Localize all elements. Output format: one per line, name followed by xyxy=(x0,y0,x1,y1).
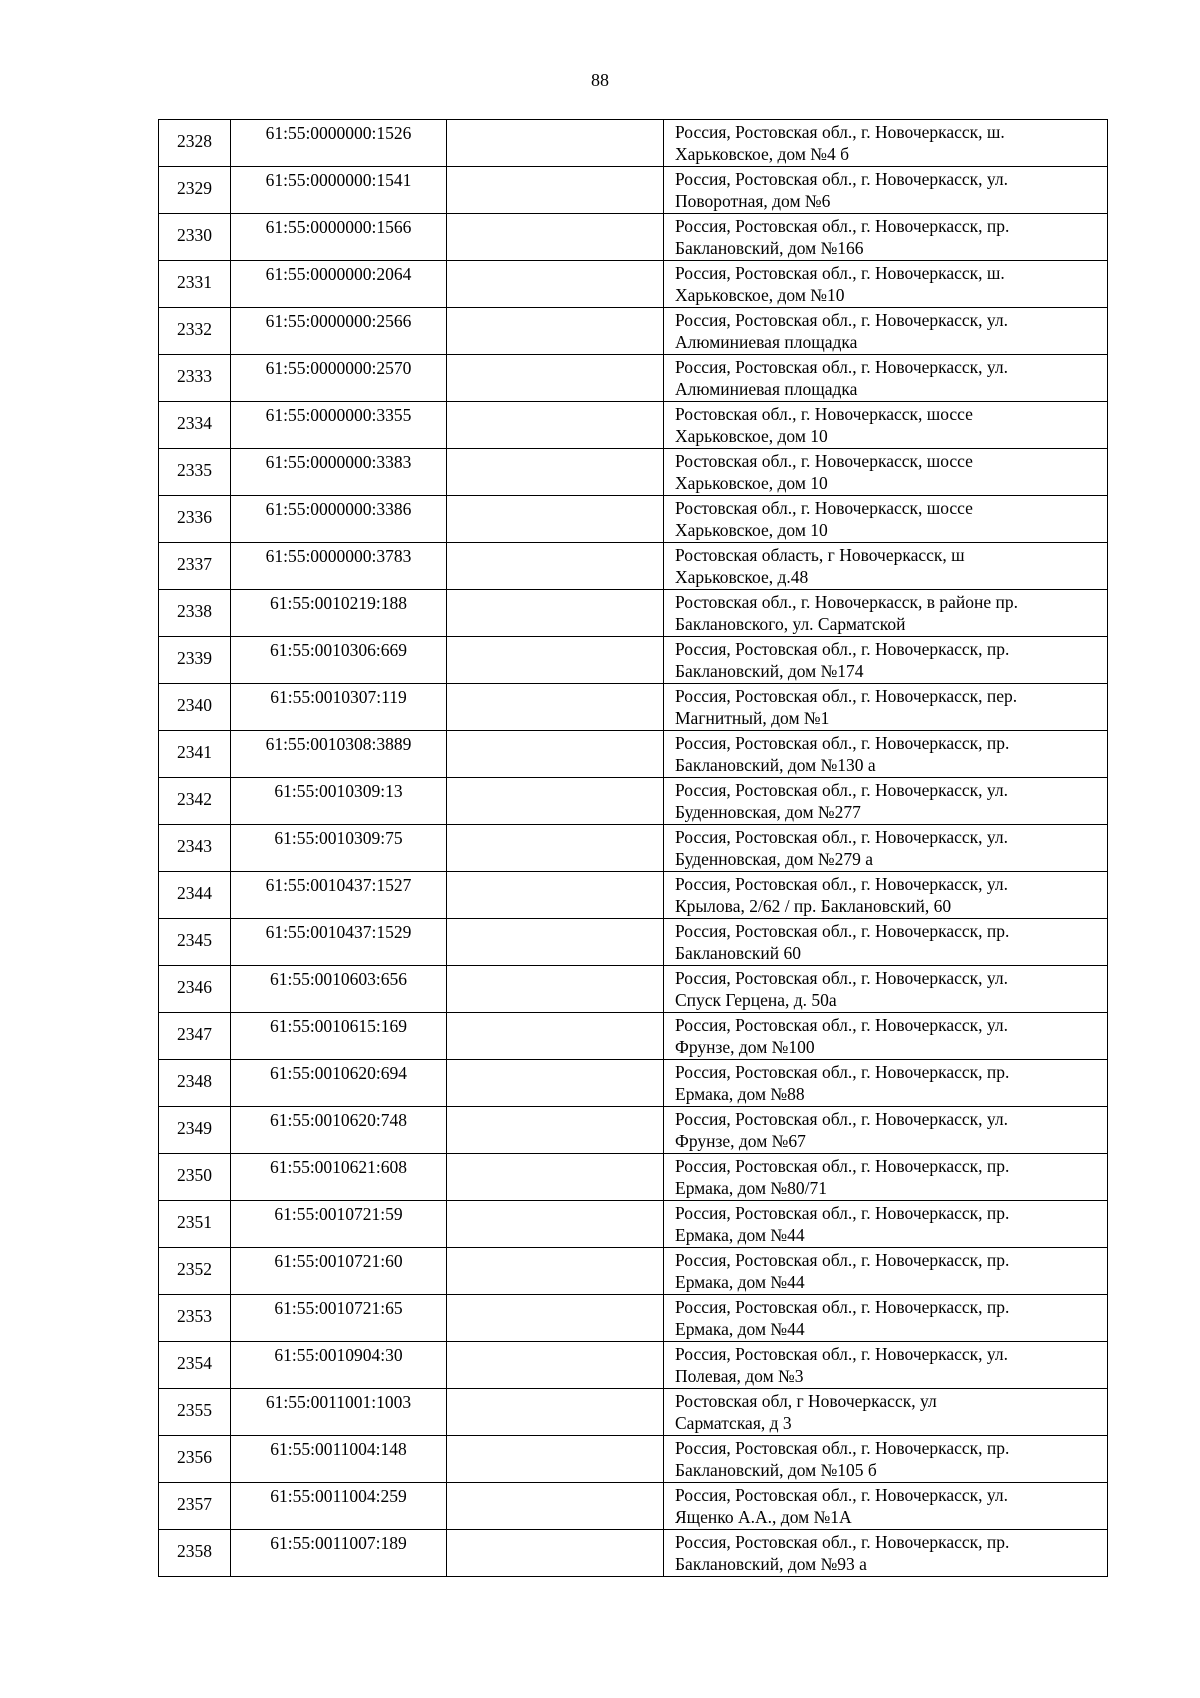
table-row xyxy=(159,872,1108,919)
cadastral-number-cell: 61:55:0010904:30 xyxy=(231,1342,447,1389)
table-row xyxy=(159,167,1108,214)
extra-cell xyxy=(447,214,664,261)
extra-cell xyxy=(447,167,664,214)
row-number-cell: 2347 xyxy=(159,1013,231,1060)
table-row xyxy=(159,496,1108,543)
cadastral-number-cell: 61:55:0000000:1541 xyxy=(231,167,447,214)
row-number-cell: 2349 xyxy=(159,1107,231,1154)
address-cell: Россия, Ростовская обл., г. Новочеркасск, пр. Баклановский, дом №105 б xyxy=(664,1436,1108,1483)
cadastral-number-cell: 61:55:0010309:13 xyxy=(231,778,447,825)
address-cell: Россия, Ростовская обл., г. Новочеркасск, пр. Баклановский, дом №174 xyxy=(664,637,1108,684)
row-number-cell: 2345 xyxy=(159,919,231,966)
row-number-cell: 2352 xyxy=(159,1248,231,1295)
row-number-cell: 2330 xyxy=(159,214,231,261)
extra-cell xyxy=(447,1483,664,1530)
extra-cell xyxy=(447,261,664,308)
address-cell: Россия, Ростовская обл., г. Новочеркасск, ул. Крылова, 2/62 / пр. Баклановский, 60 xyxy=(664,872,1108,919)
table-row xyxy=(159,590,1108,637)
address-cell: Россия, Ростовская обл., г. Новочеркасск, пр. Баклановский, дом №93 а xyxy=(664,1530,1108,1577)
address-cell: Ростовская обл, г Новочеркасск, ул Сарматская, д 3 xyxy=(664,1389,1108,1436)
row-number-cell: 2357 xyxy=(159,1483,231,1530)
cadastral-number-cell: 61:55:0010603:656 xyxy=(231,966,447,1013)
cadastral-number-cell: 61:55:0010308:3889 xyxy=(231,731,447,778)
row-number-cell: 2329 xyxy=(159,167,231,214)
cadastral-number-cell: 61:55:0000000:2566 xyxy=(231,308,447,355)
address-cell: Россия, Ростовская обл., г. Новочеркасск, ул. Полевая, дом №3 xyxy=(664,1342,1108,1389)
extra-cell xyxy=(447,1154,664,1201)
extra-cell xyxy=(447,590,664,637)
table-row xyxy=(159,966,1108,1013)
table-row xyxy=(159,449,1108,496)
row-number-cell: 2328 xyxy=(159,120,231,167)
extra-cell xyxy=(447,1530,664,1577)
cadastral-number-cell: 61:55:0010620:748 xyxy=(231,1107,447,1154)
row-number-cell: 2350 xyxy=(159,1154,231,1201)
row-number-cell: 2332 xyxy=(159,308,231,355)
row-number-cell: 2342 xyxy=(159,778,231,825)
table-row xyxy=(159,731,1108,778)
cadastral-number-cell: 61:55:0011004:259 xyxy=(231,1483,447,1530)
extra-cell xyxy=(447,778,664,825)
table-row xyxy=(159,778,1108,825)
extra-cell xyxy=(447,1013,664,1060)
address-cell: Россия, Ростовская обл., г. Новочеркасск, пр. Ермака, дом №80/71 xyxy=(664,1154,1108,1201)
table-row xyxy=(159,355,1108,402)
cadastral-number-cell: 61:55:0011001:1003 xyxy=(231,1389,447,1436)
row-number-cell: 2341 xyxy=(159,731,231,778)
cadastral-number-cell: 61:55:0000000:2570 xyxy=(231,355,447,402)
address-cell: Ростовская обл., г. Новочеркасск, в районе пр. Баклановского, ул. Сарматской xyxy=(664,590,1108,637)
cadastral-number-cell: 61:55:0010621:608 xyxy=(231,1154,447,1201)
cadastral-number-cell: 61:55:0010219:188 xyxy=(231,590,447,637)
extra-cell xyxy=(447,1389,664,1436)
cadastral-number-cell: 61:55:0010721:59 xyxy=(231,1201,447,1248)
registry-table xyxy=(158,119,1108,1577)
extra-cell xyxy=(447,449,664,496)
row-number-cell: 2343 xyxy=(159,825,231,872)
address-cell: Россия, Ростовская обл., г. Новочеркасск, ш. Харьковское, дом №4 б xyxy=(664,120,1108,167)
address-cell: Россия, Ростовская обл., г. Новочеркасск, ул. Фрунзе, дом №100 xyxy=(664,1013,1108,1060)
address-cell: Ростовская обл., г. Новочеркасск, шоссе Харьковское, дом 10 xyxy=(664,449,1108,496)
row-number-cell: 2354 xyxy=(159,1342,231,1389)
extra-cell xyxy=(447,496,664,543)
table-row xyxy=(159,637,1108,684)
table-row xyxy=(159,825,1108,872)
cadastral-number-cell: 61:55:0010620:694 xyxy=(231,1060,447,1107)
cadastral-number-cell: 61:55:0000000:3783 xyxy=(231,543,447,590)
cadastral-number-cell: 61:55:0011004:148 xyxy=(231,1436,447,1483)
table-row xyxy=(159,684,1108,731)
table-row xyxy=(159,1342,1108,1389)
row-number-cell: 2344 xyxy=(159,872,231,919)
table-row xyxy=(159,1154,1108,1201)
extra-cell xyxy=(447,1107,664,1154)
cadastral-number-cell: 61:55:0000000:3355 xyxy=(231,402,447,449)
row-number-cell: 2356 xyxy=(159,1436,231,1483)
table-row xyxy=(159,1530,1108,1577)
table-row xyxy=(159,1436,1108,1483)
table-row xyxy=(159,1201,1108,1248)
address-cell: Россия, Ростовская обл., г. Новочеркасск, ул. Буденновская, дом №277 xyxy=(664,778,1108,825)
table-row xyxy=(159,120,1108,167)
row-number-cell: 2333 xyxy=(159,355,231,402)
extra-cell xyxy=(447,637,664,684)
extra-cell xyxy=(447,1295,664,1342)
table-row xyxy=(159,1013,1108,1060)
address-cell: Россия, Ростовская обл., г. Новочеркасск, ш. Харьковское, дом №10 xyxy=(664,261,1108,308)
address-cell: Ростовская область, г Новочеркасск, ш Харьковское, д.48 xyxy=(664,543,1108,590)
table-row xyxy=(159,919,1108,966)
cadastral-number-cell: 61:55:0000000:3383 xyxy=(231,449,447,496)
address-cell: Россия, Ростовская обл., г. Новочеркасск, ул. Спуск Герцена, д. 50а xyxy=(664,966,1108,1013)
address-cell: Россия, Ростовская обл., г. Новочеркасск, пер. Магнитный, дом №1 xyxy=(664,684,1108,731)
table-row xyxy=(159,261,1108,308)
table-row xyxy=(159,1295,1108,1342)
address-cell: Россия, Ростовская обл., г. Новочеркасск, пр. Ермака, дом №88 xyxy=(664,1060,1108,1107)
address-cell: Россия, Ростовская обл., г. Новочеркасск, пр. Ермака, дом №44 xyxy=(664,1295,1108,1342)
row-number-cell: 2351 xyxy=(159,1201,231,1248)
row-number-cell: 2355 xyxy=(159,1389,231,1436)
extra-cell xyxy=(447,731,664,778)
address-cell: Ростовская обл., г. Новочеркасск, шоссе Харьковское, дом 10 xyxy=(664,402,1108,449)
row-number-cell: 2331 xyxy=(159,261,231,308)
cadastral-number-cell: 61:55:0010307:119 xyxy=(231,684,447,731)
cadastral-number-cell: 61:55:0000000:3386 xyxy=(231,496,447,543)
extra-cell xyxy=(447,1201,664,1248)
row-number-cell: 2339 xyxy=(159,637,231,684)
table-row xyxy=(159,1248,1108,1295)
address-cell: Россия, Ростовская обл., г. Новочеркасск, пр. Баклановский 60 xyxy=(664,919,1108,966)
extra-cell xyxy=(447,684,664,731)
address-cell: Россия, Ростовская обл., г. Новочеркасск, пр. Ермака, дом №44 xyxy=(664,1201,1108,1248)
table-row xyxy=(159,1389,1108,1436)
table-row xyxy=(159,308,1108,355)
address-cell: Россия, Ростовская обл., г. Новочеркасск, ул. Фрунзе, дом №67 xyxy=(664,1107,1108,1154)
address-cell: Россия, Ростовская обл., г. Новочеркасск, ул. Поворотная, дом №6 xyxy=(664,167,1108,214)
table-row xyxy=(159,214,1108,261)
extra-cell xyxy=(447,966,664,1013)
row-number-cell: 2337 xyxy=(159,543,231,590)
cadastral-number-cell: 61:55:0000000:1526 xyxy=(231,120,447,167)
row-number-cell: 2346 xyxy=(159,966,231,1013)
row-number-cell: 2358 xyxy=(159,1530,231,1577)
row-number-cell: 2340 xyxy=(159,684,231,731)
extra-cell xyxy=(447,402,664,449)
extra-cell xyxy=(447,543,664,590)
row-number-cell: 2338 xyxy=(159,590,231,637)
table-row xyxy=(159,1107,1108,1154)
extra-cell xyxy=(447,308,664,355)
extra-cell xyxy=(447,1060,664,1107)
address-cell: Россия, Ростовская обл., г. Новочеркасск, пр. Баклановский, дом №166 xyxy=(664,214,1108,261)
extra-cell xyxy=(447,355,664,402)
extra-cell xyxy=(447,919,664,966)
address-cell: Россия, Ростовская обл., г. Новочеркасск, пр. Ермака, дом №44 xyxy=(664,1248,1108,1295)
address-cell: Ростовская обл., г. Новочеркасск, шоссе Харьковское, дом 10 xyxy=(664,496,1108,543)
row-number-cell: 2348 xyxy=(159,1060,231,1107)
table-row xyxy=(159,1483,1108,1530)
address-cell: Россия, Ростовская обл., г. Новочеркасск, ул. Ященко А.А., дом №1А xyxy=(664,1483,1108,1530)
extra-cell xyxy=(447,1342,664,1389)
cadastral-number-cell: 61:55:0000000:2064 xyxy=(231,261,447,308)
registry-table-body xyxy=(159,120,1108,1577)
table-row xyxy=(159,543,1108,590)
page-number: 88 xyxy=(591,70,609,90)
extra-cell xyxy=(447,1436,664,1483)
extra-cell xyxy=(447,872,664,919)
cadastral-number-cell: 61:55:0010309:75 xyxy=(231,825,447,872)
cadastral-number-cell: 61:55:0010615:169 xyxy=(231,1013,447,1060)
row-number-cell: 2335 xyxy=(159,449,231,496)
address-cell: Россия, Ростовская обл., г. Новочеркасск, ул. Алюминиевая площадка xyxy=(664,308,1108,355)
extra-cell xyxy=(447,120,664,167)
table-row xyxy=(159,1060,1108,1107)
cadastral-number-cell: 61:55:0010437:1527 xyxy=(231,872,447,919)
address-cell: Россия, Ростовская обл., г. Новочеркасск, пр. Баклановский, дом №130 а xyxy=(664,731,1108,778)
cadastral-number-cell: 61:55:0011007:189 xyxy=(231,1530,447,1577)
row-number-cell: 2353 xyxy=(159,1295,231,1342)
row-number-cell: 2334 xyxy=(159,402,231,449)
extra-cell xyxy=(447,1248,664,1295)
extra-cell xyxy=(447,825,664,872)
table-row xyxy=(159,402,1108,449)
cadastral-number-cell: 61:55:0010437:1529 xyxy=(231,919,447,966)
cadastral-number-cell: 61:55:0010721:60 xyxy=(231,1248,447,1295)
address-cell: Россия, Ростовская обл., г. Новочеркасск, ул. Алюминиевая площадка xyxy=(664,355,1108,402)
cadastral-number-cell: 61:55:0010721:65 xyxy=(231,1295,447,1342)
cadastral-number-cell: 61:55:0000000:1566 xyxy=(231,214,447,261)
address-cell: Россия, Ростовская обл., г. Новочеркасск, ул. Буденновская, дом №279 а xyxy=(664,825,1108,872)
row-number-cell: 2336 xyxy=(159,496,231,543)
cadastral-number-cell: 61:55:0010306:669 xyxy=(231,637,447,684)
